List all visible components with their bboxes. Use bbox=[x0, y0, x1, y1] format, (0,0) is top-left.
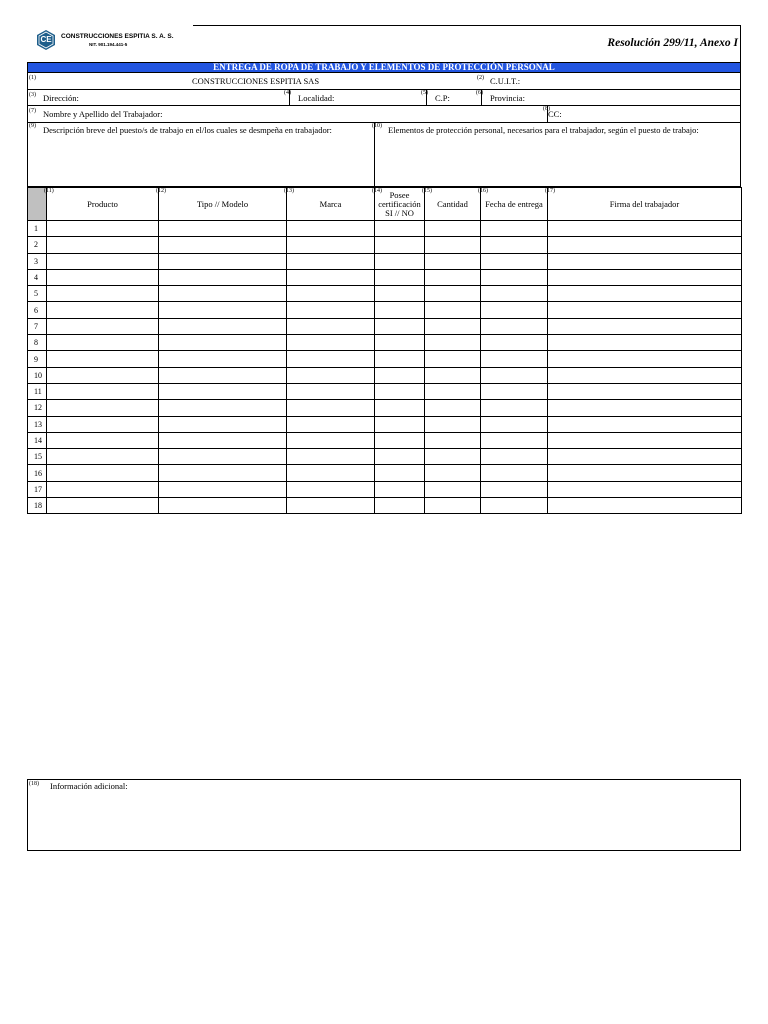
cell-delivery-date[interactable] bbox=[481, 335, 548, 351]
cell-product[interactable] bbox=[47, 221, 159, 237]
header-top-rule bbox=[193, 25, 740, 26]
cell-type-model[interactable] bbox=[159, 383, 287, 399]
cell-certification[interactable] bbox=[375, 302, 425, 318]
cell-type-model[interactable] bbox=[159, 449, 287, 465]
row-number: 15 bbox=[28, 449, 47, 465]
cell-quantity[interactable] bbox=[425, 416, 481, 432]
cell-certification[interactable] bbox=[375, 269, 425, 285]
row-number: 13 bbox=[28, 416, 47, 432]
cell-type-model[interactable] bbox=[159, 269, 287, 285]
col-header-certification: (14) Posee certificación SI // NO bbox=[375, 188, 425, 221]
cell-certification[interactable] bbox=[375, 432, 425, 448]
table-row bbox=[28, 416, 742, 432]
field-num-9: (9) bbox=[29, 123, 36, 129]
field-num-8: (8) bbox=[543, 106, 550, 112]
logo-letters: CE bbox=[40, 35, 52, 44]
cell-brand[interactable] bbox=[287, 335, 375, 351]
cell-brand[interactable] bbox=[287, 269, 375, 285]
id-number-field[interactable]: CC: bbox=[548, 109, 562, 119]
additional-info-box[interactable] bbox=[27, 779, 741, 851]
cell-delivery-date[interactable] bbox=[481, 416, 548, 432]
cell-quantity[interactable] bbox=[425, 237, 481, 253]
cell-delivery-date[interactable] bbox=[481, 351, 548, 367]
table-row bbox=[28, 498, 742, 514]
cell-certification[interactable] bbox=[375, 498, 425, 514]
resolution-label: Resolución 299/11, Anexo I bbox=[607, 37, 738, 49]
table-row bbox=[28, 237, 742, 253]
cell-certification[interactable] bbox=[375, 367, 425, 383]
cell-brand[interactable] bbox=[287, 221, 375, 237]
table-row bbox=[28, 253, 742, 269]
cell-delivery-date[interactable] bbox=[481, 237, 548, 253]
address-row bbox=[27, 89, 741, 106]
cell-quantity[interactable] bbox=[425, 221, 481, 237]
cell-certification[interactable] bbox=[375, 416, 425, 432]
field-num-10: (10) bbox=[372, 123, 382, 129]
cell-signature[interactable] bbox=[548, 286, 742, 302]
cell-product[interactable] bbox=[47, 318, 159, 334]
row-number: 8 bbox=[28, 335, 47, 351]
table-row bbox=[28, 318, 742, 334]
row-number: 3 bbox=[28, 253, 47, 269]
row-number: 18 bbox=[28, 498, 47, 514]
cell-brand[interactable] bbox=[287, 351, 375, 367]
cell-delivery-date[interactable] bbox=[481, 481, 548, 497]
cell-product[interactable] bbox=[47, 269, 159, 285]
cell-product[interactable] bbox=[47, 302, 159, 318]
cell-delivery-date[interactable] bbox=[481, 318, 548, 334]
cell-quantity[interactable] bbox=[425, 269, 481, 285]
field-num-3: (3) bbox=[29, 92, 36, 98]
cell-certification[interactable] bbox=[375, 286, 425, 302]
cell-brand[interactable] bbox=[287, 318, 375, 334]
address-field[interactable]: Dirección: bbox=[43, 93, 79, 103]
col-header-type-model: (12) Tipo // Modelo bbox=[159, 188, 287, 221]
cell-signature[interactable] bbox=[548, 416, 742, 432]
cell-brand[interactable] bbox=[287, 302, 375, 318]
col-header-product: (11) Producto bbox=[47, 188, 159, 221]
row-number: 6 bbox=[28, 302, 47, 318]
form-title: ENTREGA DE ROPA DE TRABAJO Y ELEMENTOS DE PROTECCIÓN PERSONAL bbox=[213, 62, 555, 72]
cell-certification[interactable] bbox=[375, 318, 425, 334]
field-num-5: (5) bbox=[421, 90, 428, 96]
field-num-1: (1) bbox=[29, 75, 36, 81]
cell-type-model[interactable] bbox=[159, 400, 287, 416]
cell-quantity[interactable] bbox=[425, 400, 481, 416]
cell-signature[interactable] bbox=[548, 269, 742, 285]
cell-signature[interactable] bbox=[548, 465, 742, 481]
cell-certification[interactable] bbox=[375, 383, 425, 399]
cell-signature[interactable] bbox=[548, 335, 742, 351]
cell-delivery-date[interactable] bbox=[481, 286, 548, 302]
row-number: 12 bbox=[28, 400, 47, 416]
cell-type-model[interactable] bbox=[159, 237, 287, 253]
worker-name-field[interactable]: Nombre y Apellido del Trabajador: bbox=[43, 109, 163, 119]
additional-info-label: Información adicional: bbox=[50, 781, 128, 791]
row-number: 16 bbox=[28, 465, 47, 481]
job-description-field[interactable]: Descripción breve del puesto/s de trabajo en el/los cuales se desmpeña en trabajador: bbox=[43, 125, 332, 135]
cell-type-model[interactable] bbox=[159, 432, 287, 448]
cell-product[interactable] bbox=[47, 351, 159, 367]
cell-signature[interactable] bbox=[548, 481, 742, 497]
table-row bbox=[28, 269, 742, 285]
cell-signature[interactable] bbox=[548, 253, 742, 269]
table-row bbox=[28, 383, 742, 399]
cell-signature[interactable] bbox=[548, 367, 742, 383]
header-right-rule bbox=[740, 25, 741, 62]
cell-brand[interactable] bbox=[287, 400, 375, 416]
cell-delivery-date[interactable] bbox=[481, 367, 548, 383]
cell-type-model[interactable] bbox=[159, 253, 287, 269]
postal-code-field[interactable]: C.P: bbox=[435, 93, 450, 103]
cell-quantity[interactable] bbox=[425, 335, 481, 351]
cell-type-model[interactable] bbox=[159, 286, 287, 302]
table-row bbox=[28, 335, 742, 351]
cell-product[interactable] bbox=[47, 465, 159, 481]
cell-product[interactable] bbox=[47, 383, 159, 399]
cell-signature[interactable] bbox=[548, 449, 742, 465]
cell-type-model[interactable] bbox=[159, 367, 287, 383]
table-row bbox=[28, 367, 742, 383]
row-number: 9 bbox=[28, 351, 47, 367]
cell-type-model[interactable] bbox=[159, 481, 287, 497]
company-nit: NIT. 901.194.441-5 bbox=[89, 42, 128, 47]
cell-quantity[interactable] bbox=[425, 465, 481, 481]
cell-delivery-date[interactable] bbox=[481, 400, 548, 416]
cell-product[interactable] bbox=[47, 253, 159, 269]
cell-quantity[interactable] bbox=[425, 449, 481, 465]
cell-brand[interactable] bbox=[287, 481, 375, 497]
row-number: 14 bbox=[28, 432, 47, 448]
cell-type-model[interactable] bbox=[159, 351, 287, 367]
cell-quantity[interactable] bbox=[425, 351, 481, 367]
cell-delivery-date[interactable] bbox=[481, 269, 548, 285]
cell-type-model[interactable] bbox=[159, 416, 287, 432]
table-row bbox=[28, 400, 742, 416]
cell-certification[interactable] bbox=[375, 400, 425, 416]
cell-quantity[interactable] bbox=[425, 498, 481, 514]
row-number: 1 bbox=[28, 221, 47, 237]
cell-delivery-date[interactable] bbox=[481, 449, 548, 465]
cell-delivery-date[interactable] bbox=[481, 221, 548, 237]
cell-type-model[interactable] bbox=[159, 465, 287, 481]
company-row bbox=[27, 72, 741, 90]
cell-certification[interactable] bbox=[375, 449, 425, 465]
cell-quantity[interactable] bbox=[425, 286, 481, 302]
cell-type-model[interactable] bbox=[159, 221, 287, 237]
cell-brand[interactable] bbox=[287, 416, 375, 432]
field-num-4: (4) bbox=[284, 90, 291, 96]
ppe-delivery-table bbox=[27, 187, 742, 514]
cell-product[interactable] bbox=[47, 400, 159, 416]
cell-product[interactable] bbox=[47, 498, 159, 514]
cell-signature[interactable] bbox=[548, 400, 742, 416]
cell-signature[interactable] bbox=[548, 237, 742, 253]
cell-product[interactable] bbox=[47, 432, 159, 448]
col-header-signature: (17) Firma del trabajador bbox=[548, 188, 742, 221]
cell-brand[interactable] bbox=[287, 383, 375, 399]
province-field[interactable]: Provincia: bbox=[490, 93, 525, 103]
cell-quantity[interactable] bbox=[425, 432, 481, 448]
cell-type-model[interactable] bbox=[159, 335, 287, 351]
cell-quantity[interactable] bbox=[425, 318, 481, 334]
cell-brand[interactable] bbox=[287, 449, 375, 465]
row-number: 17 bbox=[28, 481, 47, 497]
cell-signature[interactable] bbox=[548, 351, 742, 367]
cell-certification[interactable] bbox=[375, 237, 425, 253]
row-number: 5 bbox=[28, 286, 47, 302]
company-name: CONSTRUCCIONES ESPITIA S. A. S. bbox=[61, 33, 174, 40]
cell-product[interactable] bbox=[47, 367, 159, 383]
cell-delivery-date[interactable] bbox=[481, 302, 548, 318]
ppe-required-field[interactable]: Elementos de protección personal, necesarios para el trabajador, según el puesto de trabajo: bbox=[388, 125, 699, 135]
cell-certification[interactable] bbox=[375, 351, 425, 367]
cell-brand[interactable] bbox=[287, 465, 375, 481]
cell-delivery-date[interactable] bbox=[481, 383, 548, 399]
company-logo bbox=[35, 29, 57, 51]
description-divider bbox=[374, 122, 375, 187]
field-num-6: (6) bbox=[476, 90, 483, 96]
cell-brand[interactable] bbox=[287, 367, 375, 383]
field-num-18: (18) bbox=[29, 781, 39, 787]
table-row bbox=[28, 481, 742, 497]
field-num-7: (7) bbox=[29, 108, 36, 114]
cell-product[interactable] bbox=[47, 335, 159, 351]
cell-product[interactable] bbox=[47, 449, 159, 465]
cell-type-model[interactable] bbox=[159, 498, 287, 514]
row-number: 10 bbox=[28, 367, 47, 383]
cell-signature[interactable] bbox=[548, 498, 742, 514]
row-number: 7 bbox=[28, 318, 47, 334]
cuit-field[interactable]: C.U.I.T.: bbox=[490, 76, 521, 86]
row-number: 11 bbox=[28, 383, 47, 399]
col-header-delivery-date: (16) Fecha de entrega bbox=[481, 188, 548, 221]
cell-signature[interactable] bbox=[548, 318, 742, 334]
cell-delivery-date[interactable] bbox=[481, 498, 548, 514]
locality-field[interactable]: Localidad: bbox=[298, 93, 335, 103]
cell-signature[interactable] bbox=[548, 383, 742, 399]
cell-quantity[interactable] bbox=[425, 481, 481, 497]
table-row bbox=[28, 449, 742, 465]
field-num-2: (2) bbox=[477, 75, 484, 81]
cell-brand[interactable] bbox=[287, 432, 375, 448]
cell-certification[interactable] bbox=[375, 335, 425, 351]
cell-quantity[interactable] bbox=[425, 253, 481, 269]
table-row bbox=[28, 351, 742, 367]
company-legal-name: CONSTRUCCIONES ESPITIA SAS bbox=[192, 76, 320, 86]
cell-brand[interactable] bbox=[287, 286, 375, 302]
cell-brand[interactable] bbox=[287, 237, 375, 253]
cell-certification[interactable] bbox=[375, 465, 425, 481]
cell-brand[interactable] bbox=[287, 253, 375, 269]
cell-type-model[interactable] bbox=[159, 318, 287, 334]
cell-certification[interactable] bbox=[375, 481, 425, 497]
cell-delivery-date[interactable] bbox=[481, 465, 548, 481]
table-header-row bbox=[28, 188, 742, 221]
col-header-quantity: (15) Cantidad bbox=[425, 188, 481, 221]
row-number: 2 bbox=[28, 237, 47, 253]
cell-type-model[interactable] bbox=[159, 302, 287, 318]
cell-signature[interactable] bbox=[548, 221, 742, 237]
cell-quantity[interactable] bbox=[425, 383, 481, 399]
cell-product[interactable] bbox=[47, 237, 159, 253]
cell-delivery-date[interactable] bbox=[481, 432, 548, 448]
cell-product[interactable] bbox=[47, 481, 159, 497]
cell-quantity[interactable] bbox=[425, 367, 481, 383]
cell-certification[interactable] bbox=[375, 253, 425, 269]
table-row bbox=[28, 432, 742, 448]
cell-signature[interactable] bbox=[548, 432, 742, 448]
cell-certification[interactable] bbox=[375, 221, 425, 237]
row-number: 4 bbox=[28, 269, 47, 285]
table-row bbox=[28, 221, 742, 237]
cell-product[interactable] bbox=[47, 286, 159, 302]
cell-delivery-date[interactable] bbox=[481, 253, 548, 269]
cell-product[interactable] bbox=[47, 416, 159, 432]
cell-quantity[interactable] bbox=[425, 302, 481, 318]
table-row bbox=[28, 286, 742, 302]
col-header-brand: (13) Marca bbox=[287, 188, 375, 221]
cell-signature[interactable] bbox=[548, 302, 742, 318]
table-row bbox=[28, 302, 742, 318]
cell-brand[interactable] bbox=[287, 498, 375, 514]
table-row bbox=[28, 465, 742, 481]
